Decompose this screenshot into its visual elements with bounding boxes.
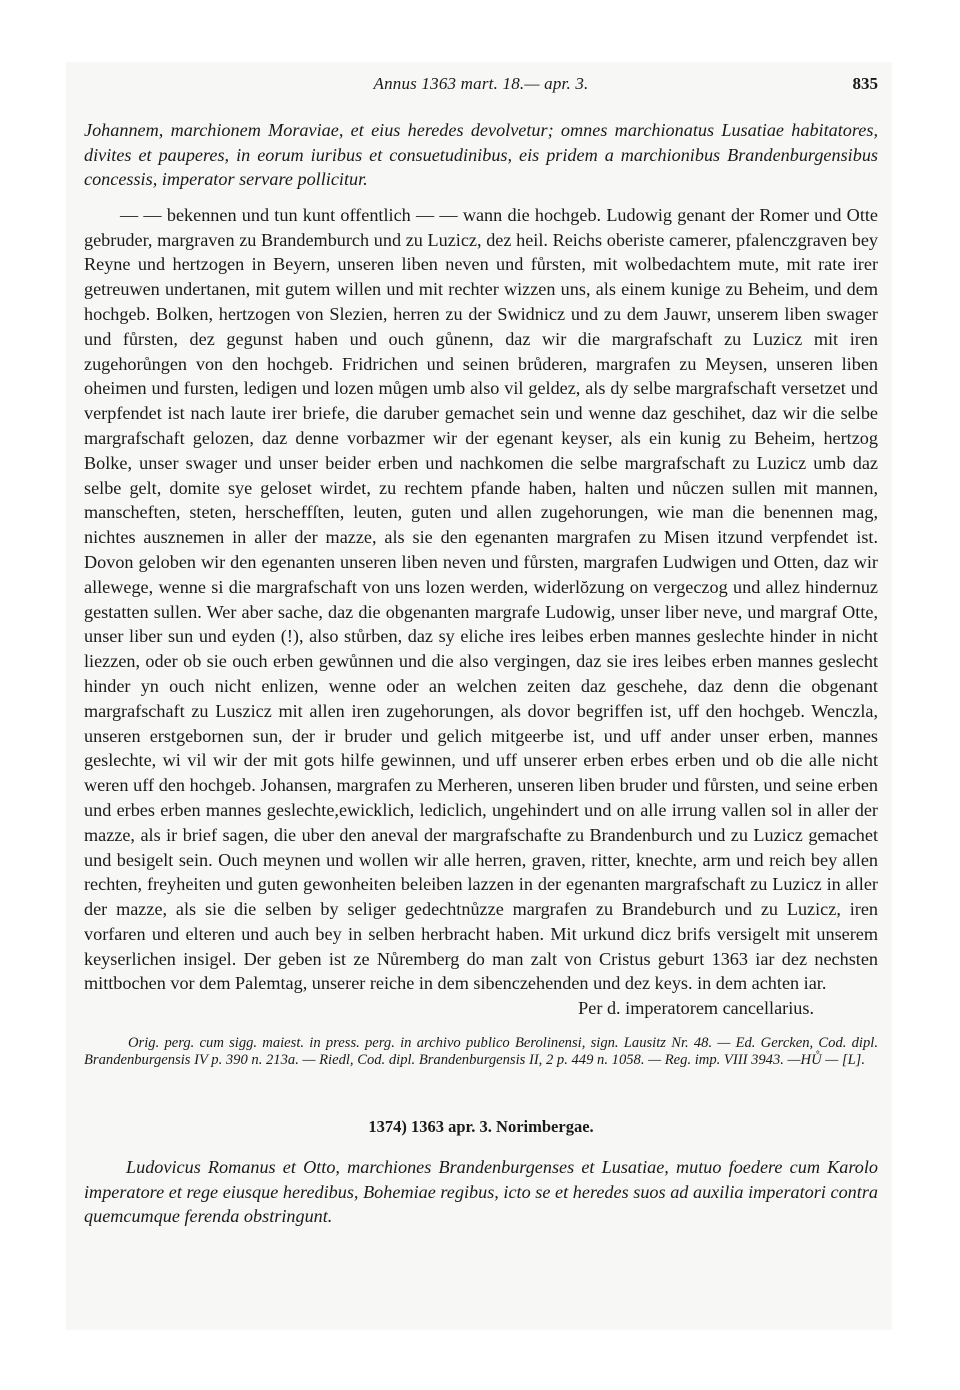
page-content [84,118,878,1229]
charter-signature: Per d. imperatorem cancellarius. [578,998,814,1019]
page-number: 835 [852,74,878,93]
running-head: Annus 1363 mart. 18.— apr. 3. [373,74,589,93]
regest-continued: Johannem, marchionem Moraviae, et eius heredes devolvetur; omnes marchionatus Lusatiae habitatores, divites et pauperes, in eorum iuribus et consuetudinibus, eis pridem a marchionibus Brandenburgensibus concessis, imperator servare pollicitur. [84,120,878,190]
charter-end [84,996,878,1021]
charter-text: — — bekennen und tun kunt offentlich — — wann die hochgeb. Ludowig genant der Romer und Otte gebruder, margraven zu Brandemburch und zu Luzicz, dez heil. Reichs oberiste camerer, pfalenczgraven bey Reyne und hertzogen in Beyern, unseren liben neven und fůrsten, mit wolbedachtem mute, mit rate irer getreuwen undertanen, mit gutem willen und mit rechter wizzen uns, als einem kunige zu Beheim, und dem hochgeb. Bolken, hertzogen von Slezien, herren zu der Swidnicz und zu dem Jauwr, unserem liben swager und fůrsten, dez gegunst haben und ouch gůnenn, daz wir die margrafschaft zu Luzicz mit iren zugehorůngen von den hochgeb. Fridrichen und seinen brůderen, margrafen zu Meysen, unseren liben oheimen und fursten, ledigen und lozen můgen umb also vil geldez, als dy selbe margrafschaft versetzet und verpfendet ist nach laute irer briefe, die daruber gemachet sein und wenne daz geschihet, daz wir die selbe margrafschaft gelozen, daz denne vorbazmer wir der egenant keyser, als ein kunig zu Beheim, hertzog Bolke, unser swager und unser beider erben und nachkomen die selbe margrafschaft zu Luzicz umb daz selbe gelt, domite sye geloset wirdet, zu rechtem pfande haben, halten und nůczen sullen mit mannen, manscheften, steten, herscheffſten, leuten, guten und allen zugehorungen, wie man die benennen mag, nichtes ausznemen in aller der mazze, als sie den egenanten margrafen zu Misen itzund verpfendet ist. Dovon geloben wir den egenanten unseren liben neven und fůrsten, margrafen Ludwigen und Otten, daz wir allewege, wenne si die margrafschaft von uns lozen werden, widerlŏzung on vergeczog und allez hindernuz gestatten sullen. Wer aber sache, daz die obgenanten margrafe Ludowig, unser liber neve, und margraf Otte, unser liber sun und eyden (!), also stůrben, daz sy eliche ires leibes erben mannes geslechte hinder in nicht liezzen, oder ob sie ouch erben gewůnnen und die also vergingen, daz sie ires leibes erben mannes geslecht hinder yn ouch nicht enlizen, wenne oder an welchen zeiten daz geschehe, daz denn die obgenant margrafschaft zu Luszicz mit allen iren zugehorungen, als dovor begriffen ist, uff den hochgeb. Wenczla, unseren erstgebornen sun, der ir bruder und gelich mitgeerbe ist, und uff ander unser erben, mannes geslechte, wi vil wir der mit gots hilfe gewinnen, und uff unserer erben erbes erben und ob die alle nicht weren uff den hochgeb. Johansen, margrafen zu Merheren, unseren liben bruder und fůrsten, und seine erben und erbes erben mannes geslechte,ewicklich, lediclich, ungehindert und on alle irrung vallen sol in aller der mazze, als ir brief sagen, die uber den aneval der margrafschafte zu Brandenburch und zu Luzicz gemachet und besigelt sein. Ouch meynen und wollen wir alle herren, graven, ritter, knechte, arm und reich bey allen rechten, freyheiten und guten gewonheiten beleiben lazzen in der egenanten margrafschaft zu Luzicz in aller der mazze, als sie die selben by seliger gedechtnůzze margrafen zu Brandeburch und zu Luzicz, iren vorfaren und elteren und auch bey in selben herbracht haben. Mit urkund dicz brifs versigelt mit unserem keyserlichen insigel. Der geben ist ze Nůremberg do man zalt von Cristus geburt 1363 iar dez nechsten mittbochen vor dem Palemtag, unserer reiche in dem sibenczehenden und dez keys. in dem achten iar. [84,204,878,994]
source-note: Orig. perg. cum sigg. maiest. in press. perg. in archivo publico Berolinensi, sign. Lausitz Nr. 48. — Ed. Gercken, Cod. dipl. Brandenburgensis IV p. 390 n. 213a. — Riedl, Cod. dipl. Brandenburgensis II, 2 p. 449 n. 1058. — Reg. imp. VIII 3943. —HŮ — [L]. [84,1035,878,1069]
document-heading: 1374) 1363 apr. 3. Norimbergae. [368,1117,594,1137]
document-regest: Ludovicus Romanus et Otto, marchiones Brandenburgenses et Lusatiae, mutuo foedere cum Karolo imperatore et rege eiusque heredibus, Bohemiae regibus, icto se et heredes suos ad auxilia imperatori contra quemcumque ferenda obstringunt. [84,1157,878,1227]
page-header [84,74,878,100]
